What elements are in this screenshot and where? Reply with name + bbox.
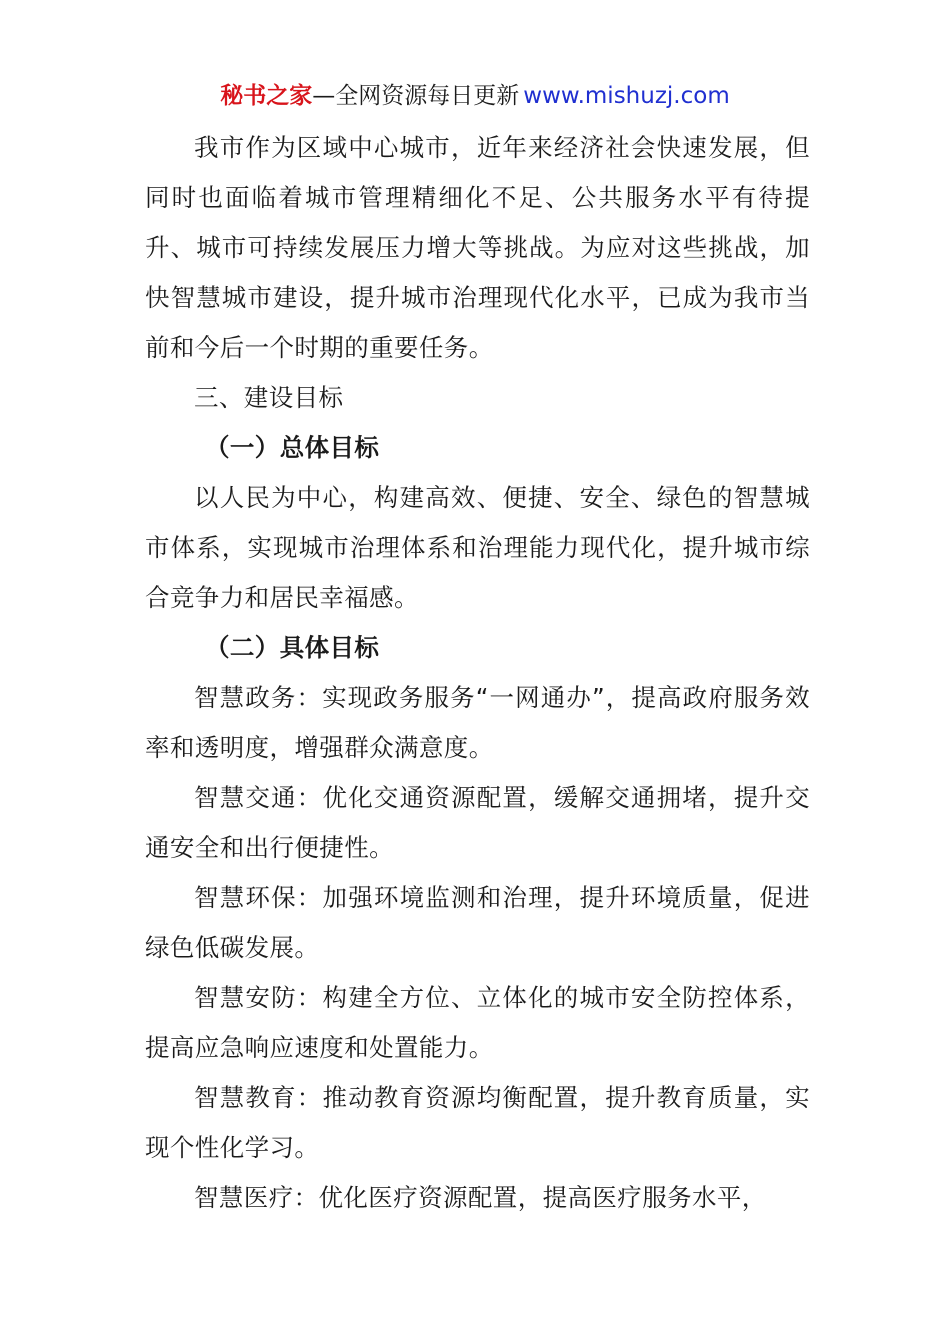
intro-paragraph: 我市作为区域中心城市，近年来经济社会快速发展，但同时也面临着城市管理精细化不足、公共服务水平有待提升、城市可持续发展压力增大等挑战。为应对这些挑战，加快智慧城市建设，提升城市治理现代化水平，已成为我市当前和今后一个时期的重要任务。 <box>145 133 810 362</box>
goal-item-transport: 智慧交通：优化交通资源配置，缓解交通拥堵，提升交通安全和出行便捷性。 <box>145 783 810 862</box>
goal-item-government: 智慧政务：实现政务服务“一网通办”，提高政府服务效率和透明度，增强群众满意度。 <box>145 683 810 762</box>
document-body <box>145 123 810 1223</box>
goal-item-security: 智慧安防：构建全方位、立体化的城市安全防控体系，提高应急响应速度和处置能力。 <box>145 983 810 1062</box>
overall-goal-heading: （一）总体目标 <box>205 433 380 462</box>
page-header <box>0 80 950 112</box>
goal-item-medical: 智慧医疗：优化医疗资源配置，提高医疗服务水平， <box>194 1183 767 1212</box>
site-url[interactable]: www.mishuzj.com <box>523 83 730 109</box>
brand-name: 秘书之家 <box>220 83 313 109</box>
goal-item-education: 智慧教育：推动教育资源均衡配置，提升教育质量，实现个性化学习。 <box>145 1083 810 1162</box>
specific-goals-heading: （二）具体目标 <box>205 633 380 662</box>
overall-goal-paragraph: 以人民为中心，构建高效、便捷、安全、绿色的智慧城市体系，实现城市治理体系和治理能力现代化，提升城市综合竞争力和居民幸福感。 <box>145 483 810 612</box>
header-tagline: —全网资源每日更新 <box>312 83 520 109</box>
goal-item-environment: 智慧环保：加强环境监测和治理，提升环境质量，促进绿色低碳发展。 <box>145 883 810 962</box>
section-heading: 三、建设目标 <box>194 383 344 412</box>
